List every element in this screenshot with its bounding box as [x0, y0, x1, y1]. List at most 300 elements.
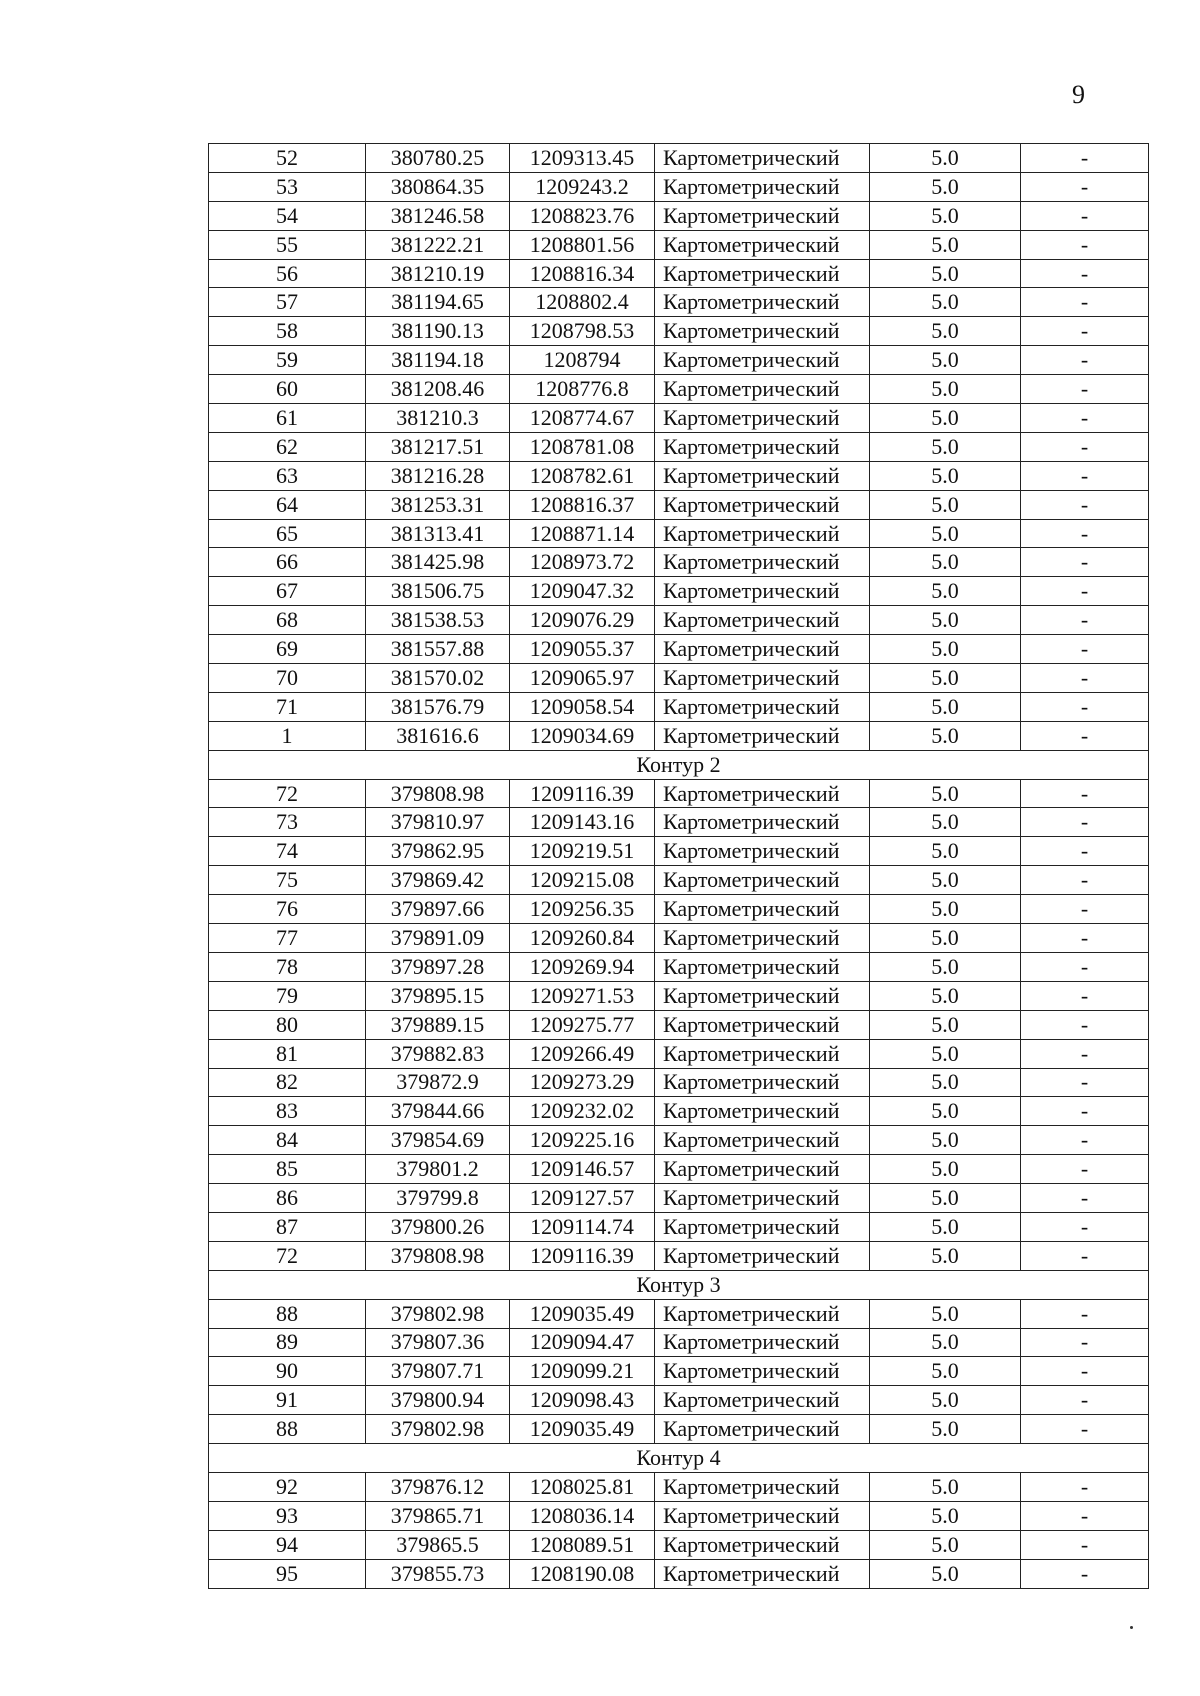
- table-row: [209, 1559, 1149, 1588]
- method-cell: Картометрический: [655, 577, 870, 606]
- accuracy-cell: 5.0: [870, 1530, 1021, 1559]
- method-cell: Картометрический: [655, 1472, 870, 1501]
- description-cell: -: [1021, 230, 1149, 259]
- description-cell: -: [1021, 201, 1149, 230]
- accuracy-cell: 5.0: [870, 1328, 1021, 1357]
- method-cell: Картометрический: [655, 895, 870, 924]
- x-coordinate-cell: 379802.98: [366, 1415, 510, 1444]
- y-coordinate-cell: 1208774.67: [510, 404, 655, 433]
- point-number-cell: 55: [209, 230, 366, 259]
- accuracy-cell: 5.0: [870, 1415, 1021, 1444]
- point-number-cell: 63: [209, 461, 366, 490]
- table-row: [209, 606, 1149, 635]
- x-coordinate-cell: 381210.19: [366, 259, 510, 288]
- table-row: [209, 317, 1149, 346]
- accuracy-cell: 5.0: [870, 1010, 1021, 1039]
- y-coordinate-cell: 1209271.53: [510, 981, 655, 1010]
- point-number-cell: 88: [209, 1299, 366, 1328]
- point-number-cell: 85: [209, 1155, 366, 1184]
- description-cell: -: [1021, 606, 1149, 635]
- x-coordinate-cell: 381557.88: [366, 635, 510, 664]
- table-row: [209, 172, 1149, 201]
- x-coordinate-cell: 379801.2: [366, 1155, 510, 1184]
- point-number-cell: 54: [209, 201, 366, 230]
- table-row: [209, 230, 1149, 259]
- table-row: [209, 375, 1149, 404]
- table-row: [209, 1126, 1149, 1155]
- y-coordinate-cell: 1209116.39: [510, 779, 655, 808]
- description-cell: -: [1021, 1155, 1149, 1184]
- point-number-cell: 80: [209, 1010, 366, 1039]
- description-cell: -: [1021, 519, 1149, 548]
- point-number-cell: 90: [209, 1357, 366, 1386]
- table-row: [209, 1039, 1149, 1068]
- accuracy-cell: 5.0: [870, 808, 1021, 837]
- method-cell: Картометрический: [655, 548, 870, 577]
- method-cell: Картометрический: [655, 692, 870, 721]
- accuracy-cell: 5.0: [870, 230, 1021, 259]
- table-row: [209, 1530, 1149, 1559]
- point-number-cell: 75: [209, 866, 366, 895]
- point-number-cell: 94: [209, 1530, 366, 1559]
- y-coordinate-cell: 1209243.2: [510, 172, 655, 201]
- description-cell: -: [1021, 432, 1149, 461]
- x-coordinate-cell: 381253.31: [366, 490, 510, 519]
- point-number-cell: 71: [209, 692, 366, 721]
- table-row: [209, 490, 1149, 519]
- x-coordinate-cell: 379807.71: [366, 1357, 510, 1386]
- method-cell: Картометрический: [655, 1357, 870, 1386]
- method-cell: Картометрический: [655, 1559, 870, 1588]
- x-coordinate-cell: 379808.98: [366, 779, 510, 808]
- y-coordinate-cell: 1209099.21: [510, 1357, 655, 1386]
- method-cell: Картометрический: [655, 866, 870, 895]
- x-coordinate-cell: 379807.36: [366, 1328, 510, 1357]
- point-number-cell: 58: [209, 317, 366, 346]
- point-number-cell: 68: [209, 606, 366, 635]
- description-cell: -: [1021, 1386, 1149, 1415]
- point-number-cell: 81: [209, 1039, 366, 1068]
- y-coordinate-cell: 1209035.49: [510, 1415, 655, 1444]
- accuracy-cell: 5.0: [870, 375, 1021, 404]
- method-cell: Картометрический: [655, 664, 870, 693]
- y-coordinate-cell: 1209260.84: [510, 924, 655, 953]
- table-row: [209, 144, 1149, 173]
- y-coordinate-cell: 1208798.53: [510, 317, 655, 346]
- y-coordinate-cell: 1209273.29: [510, 1068, 655, 1097]
- description-cell: -: [1021, 577, 1149, 606]
- point-number-cell: 59: [209, 346, 366, 375]
- point-number-cell: 79: [209, 981, 366, 1010]
- accuracy-cell: 5.0: [870, 490, 1021, 519]
- y-coordinate-cell: 1209116.39: [510, 1241, 655, 1270]
- method-cell: Картометрический: [655, 346, 870, 375]
- table-row: [209, 1386, 1149, 1415]
- x-coordinate-cell: 379869.42: [366, 866, 510, 895]
- description-cell: -: [1021, 1097, 1149, 1126]
- point-number-cell: 74: [209, 837, 366, 866]
- description-cell: -: [1021, 1559, 1149, 1588]
- x-coordinate-cell: 381538.53: [366, 606, 510, 635]
- method-cell: Картометрический: [655, 924, 870, 953]
- table-row: [209, 866, 1149, 895]
- contour-label: Контур 3: [209, 1270, 1149, 1299]
- accuracy-cell: 5.0: [870, 519, 1021, 548]
- point-number-cell: 78: [209, 952, 366, 981]
- table-row: [209, 664, 1149, 693]
- y-coordinate-cell: 1209269.94: [510, 952, 655, 981]
- y-coordinate-cell: 1209266.49: [510, 1039, 655, 1068]
- accuracy-cell: 5.0: [870, 577, 1021, 606]
- x-coordinate-cell: 381246.58: [366, 201, 510, 230]
- x-coordinate-cell: 381194.65: [366, 288, 510, 317]
- accuracy-cell: 5.0: [870, 461, 1021, 490]
- accuracy-cell: 5.0: [870, 952, 1021, 981]
- description-cell: -: [1021, 1184, 1149, 1213]
- y-coordinate-cell: 1209047.32: [510, 577, 655, 606]
- description-cell: -: [1021, 1501, 1149, 1530]
- accuracy-cell: 5.0: [870, 1212, 1021, 1241]
- table-row: [209, 1241, 1149, 1270]
- description-cell: -: [1021, 1068, 1149, 1097]
- y-coordinate-cell: 1208782.61: [510, 461, 655, 490]
- contour-label: Контур 2: [209, 750, 1149, 779]
- table-row: [209, 461, 1149, 490]
- accuracy-cell: 5.0: [870, 172, 1021, 201]
- y-coordinate-cell: 1209275.77: [510, 1010, 655, 1039]
- accuracy-cell: 5.0: [870, 1155, 1021, 1184]
- coordinates-table: [208, 143, 1149, 1589]
- table-row: [209, 1472, 1149, 1501]
- point-number-cell: 92: [209, 1472, 366, 1501]
- method-cell: Картометрический: [655, 288, 870, 317]
- y-coordinate-cell: 1209232.02: [510, 1097, 655, 1126]
- point-number-cell: 87: [209, 1212, 366, 1241]
- method-cell: Картометрический: [655, 1068, 870, 1097]
- point-number-cell: 72: [209, 1241, 366, 1270]
- table-row: [209, 346, 1149, 375]
- x-coordinate-cell: 381194.18: [366, 346, 510, 375]
- description-cell: -: [1021, 346, 1149, 375]
- method-cell: Картометрический: [655, 375, 870, 404]
- method-cell: Картометрический: [655, 1212, 870, 1241]
- y-coordinate-cell: 1208089.51: [510, 1530, 655, 1559]
- description-cell: -: [1021, 924, 1149, 953]
- method-cell: Картометрический: [655, 1126, 870, 1155]
- x-coordinate-cell: 379854.69: [366, 1126, 510, 1155]
- accuracy-cell: 5.0: [870, 924, 1021, 953]
- method-cell: Картометрический: [655, 172, 870, 201]
- y-coordinate-cell: 1208776.8: [510, 375, 655, 404]
- point-number-cell: 60: [209, 375, 366, 404]
- point-number-cell: 61: [209, 404, 366, 433]
- y-coordinate-cell: 1209256.35: [510, 895, 655, 924]
- table-row: [209, 1501, 1149, 1530]
- x-coordinate-cell: 379810.97: [366, 808, 510, 837]
- accuracy-cell: 5.0: [870, 606, 1021, 635]
- table-row: [209, 1357, 1149, 1386]
- table-row: [209, 721, 1149, 750]
- contour-header-row: [209, 1270, 1149, 1299]
- x-coordinate-cell: 379799.8: [366, 1184, 510, 1213]
- x-coordinate-cell: 381217.51: [366, 432, 510, 461]
- x-coordinate-cell: 381616.6: [366, 721, 510, 750]
- point-number-cell: 83: [209, 1097, 366, 1126]
- description-cell: -: [1021, 692, 1149, 721]
- y-coordinate-cell: 1209143.16: [510, 808, 655, 837]
- description-cell: -: [1021, 1472, 1149, 1501]
- description-cell: -: [1021, 288, 1149, 317]
- table-row: [209, 952, 1149, 981]
- y-coordinate-cell: 1208801.56: [510, 230, 655, 259]
- x-coordinate-cell: 381313.41: [366, 519, 510, 548]
- point-number-cell: 82: [209, 1068, 366, 1097]
- method-cell: Картометрический: [655, 317, 870, 346]
- description-cell: -: [1021, 375, 1149, 404]
- accuracy-cell: 5.0: [870, 1097, 1021, 1126]
- method-cell: Картометрический: [655, 1184, 870, 1213]
- y-coordinate-cell: 1208794: [510, 346, 655, 375]
- point-number-cell: 56: [209, 259, 366, 288]
- x-coordinate-cell: 379865.71: [366, 1501, 510, 1530]
- description-cell: -: [1021, 1299, 1149, 1328]
- x-coordinate-cell: 379844.66: [366, 1097, 510, 1126]
- x-coordinate-cell: 381222.21: [366, 230, 510, 259]
- point-number-cell: 64: [209, 490, 366, 519]
- table-row: [209, 404, 1149, 433]
- point-number-cell: 76: [209, 895, 366, 924]
- accuracy-cell: 5.0: [870, 317, 1021, 346]
- accuracy-cell: 5.0: [870, 432, 1021, 461]
- point-number-cell: 53: [209, 172, 366, 201]
- x-coordinate-cell: 381208.46: [366, 375, 510, 404]
- y-coordinate-cell: 1209094.47: [510, 1328, 655, 1357]
- y-coordinate-cell: 1209098.43: [510, 1386, 655, 1415]
- y-coordinate-cell: 1209114.74: [510, 1212, 655, 1241]
- method-cell: Картометрический: [655, 1530, 870, 1559]
- x-coordinate-cell: 381210.3: [366, 404, 510, 433]
- description-cell: -: [1021, 1328, 1149, 1357]
- point-number-cell: 91: [209, 1386, 366, 1415]
- table-row: [209, 288, 1149, 317]
- description-cell: -: [1021, 144, 1149, 173]
- description-cell: -: [1021, 866, 1149, 895]
- description-cell: -: [1021, 490, 1149, 519]
- method-cell: Картометрический: [655, 808, 870, 837]
- description-cell: -: [1021, 837, 1149, 866]
- method-cell: Картометрический: [655, 1415, 870, 1444]
- method-cell: Картометрический: [655, 461, 870, 490]
- description-cell: -: [1021, 1039, 1149, 1068]
- y-coordinate-cell: 1208871.14: [510, 519, 655, 548]
- method-cell: Картометрический: [655, 144, 870, 173]
- description-cell: -: [1021, 172, 1149, 201]
- page-number: 9: [1072, 80, 1085, 109]
- method-cell: Картометрический: [655, 1010, 870, 1039]
- method-cell: Картометрический: [655, 259, 870, 288]
- y-coordinate-cell: 1209035.49: [510, 1299, 655, 1328]
- table-row: [209, 1155, 1149, 1184]
- x-coordinate-cell: 379800.26: [366, 1212, 510, 1241]
- accuracy-cell: 5.0: [870, 779, 1021, 808]
- table-row: [209, 1097, 1149, 1126]
- method-cell: Картометрический: [655, 1328, 870, 1357]
- method-cell: Картометрический: [655, 721, 870, 750]
- accuracy-cell: 5.0: [870, 548, 1021, 577]
- method-cell: Картометрический: [655, 432, 870, 461]
- method-cell: Картометрический: [655, 404, 870, 433]
- description-cell: -: [1021, 1126, 1149, 1155]
- point-number-cell: 73: [209, 808, 366, 837]
- accuracy-cell: 5.0: [870, 144, 1021, 173]
- x-coordinate-cell: 379855.73: [366, 1559, 510, 1588]
- point-number-cell: 70: [209, 664, 366, 693]
- accuracy-cell: 5.0: [870, 1472, 1021, 1501]
- point-number-cell: 86: [209, 1184, 366, 1213]
- method-cell: Картометрический: [655, 1155, 870, 1184]
- accuracy-cell: 5.0: [870, 1559, 1021, 1588]
- point-number-cell: 57: [209, 288, 366, 317]
- accuracy-cell: 5.0: [870, 692, 1021, 721]
- point-number-cell: 95: [209, 1559, 366, 1588]
- description-cell: -: [1021, 808, 1149, 837]
- table-row: [209, 519, 1149, 548]
- accuracy-cell: 5.0: [870, 1501, 1021, 1530]
- description-cell: -: [1021, 1010, 1149, 1039]
- table-row: [209, 1184, 1149, 1213]
- y-coordinate-cell: 1208781.08: [510, 432, 655, 461]
- coordinates-table-wrapper: [208, 143, 1148, 1589]
- x-coordinate-cell: 379889.15: [366, 1010, 510, 1039]
- point-number-cell: 69: [209, 635, 366, 664]
- contour-header-row: [209, 750, 1149, 779]
- table-row: [209, 837, 1149, 866]
- method-cell: Картометрический: [655, 1386, 870, 1415]
- accuracy-cell: 5.0: [870, 259, 1021, 288]
- y-coordinate-cell: 1209219.51: [510, 837, 655, 866]
- table-row: [209, 692, 1149, 721]
- method-cell: Картометрический: [655, 201, 870, 230]
- y-coordinate-cell: 1209034.69: [510, 721, 655, 750]
- y-coordinate-cell: 1208025.81: [510, 1472, 655, 1501]
- description-cell: -: [1021, 981, 1149, 1010]
- y-coordinate-cell: 1208802.4: [510, 288, 655, 317]
- method-cell: Картометрический: [655, 981, 870, 1010]
- y-coordinate-cell: 1209127.57: [510, 1184, 655, 1213]
- point-number-cell: 77: [209, 924, 366, 953]
- method-cell: Картометрический: [655, 1039, 870, 1068]
- accuracy-cell: 5.0: [870, 664, 1021, 693]
- y-coordinate-cell: 1209215.08: [510, 866, 655, 895]
- accuracy-cell: 5.0: [870, 201, 1021, 230]
- accuracy-cell: 5.0: [870, 981, 1021, 1010]
- y-coordinate-cell: 1208190.08: [510, 1559, 655, 1588]
- table-row: [209, 1212, 1149, 1241]
- method-cell: Картометрический: [655, 606, 870, 635]
- point-number-cell: 62: [209, 432, 366, 461]
- table-row: [209, 1299, 1149, 1328]
- description-cell: -: [1021, 635, 1149, 664]
- point-number-cell: 84: [209, 1126, 366, 1155]
- description-cell: -: [1021, 1415, 1149, 1444]
- point-number-cell: 52: [209, 144, 366, 173]
- accuracy-cell: 5.0: [870, 1357, 1021, 1386]
- method-cell: Картометрический: [655, 635, 870, 664]
- accuracy-cell: 5.0: [870, 288, 1021, 317]
- point-number-cell: 72: [209, 779, 366, 808]
- table-row: [209, 201, 1149, 230]
- table-row: [209, 635, 1149, 664]
- table-row: [209, 924, 1149, 953]
- accuracy-cell: 5.0: [870, 866, 1021, 895]
- table-row: [209, 1328, 1149, 1357]
- y-coordinate-cell: 1208816.34: [510, 259, 655, 288]
- y-coordinate-cell: 1209313.45: [510, 144, 655, 173]
- accuracy-cell: 5.0: [870, 1386, 1021, 1415]
- x-coordinate-cell: 379872.9: [366, 1068, 510, 1097]
- method-cell: Картометрический: [655, 1299, 870, 1328]
- x-coordinate-cell: 381216.28: [366, 461, 510, 490]
- contour-header-row: [209, 1444, 1149, 1473]
- x-coordinate-cell: 379802.98: [366, 1299, 510, 1328]
- x-coordinate-cell: 379800.94: [366, 1386, 510, 1415]
- x-coordinate-cell: 379862.95: [366, 837, 510, 866]
- x-coordinate-cell: 381190.13: [366, 317, 510, 346]
- accuracy-cell: 5.0: [870, 1299, 1021, 1328]
- table-row: [209, 779, 1149, 808]
- accuracy-cell: 5.0: [870, 1241, 1021, 1270]
- method-cell: Картометрический: [655, 779, 870, 808]
- accuracy-cell: 5.0: [870, 635, 1021, 664]
- description-cell: -: [1021, 779, 1149, 808]
- description-cell: -: [1021, 1212, 1149, 1241]
- table-row: [209, 895, 1149, 924]
- x-coordinate-cell: 379808.98: [366, 1241, 510, 1270]
- description-cell: -: [1021, 1241, 1149, 1270]
- accuracy-cell: 5.0: [870, 346, 1021, 375]
- x-coordinate-cell: 380864.35: [366, 172, 510, 201]
- description-cell: -: [1021, 1357, 1149, 1386]
- x-coordinate-cell: 379882.83: [366, 1039, 510, 1068]
- description-cell: -: [1021, 895, 1149, 924]
- y-coordinate-cell: 1209058.54: [510, 692, 655, 721]
- y-coordinate-cell: 1208823.76: [510, 201, 655, 230]
- accuracy-cell: 5.0: [870, 1184, 1021, 1213]
- description-cell: -: [1021, 664, 1149, 693]
- x-coordinate-cell: 379895.15: [366, 981, 510, 1010]
- method-cell: Картометрический: [655, 230, 870, 259]
- method-cell: Картометрический: [655, 1097, 870, 1126]
- x-coordinate-cell: 379876.12: [366, 1472, 510, 1501]
- scan-speck: [1130, 1626, 1133, 1629]
- x-coordinate-cell: 380780.25: [366, 144, 510, 173]
- accuracy-cell: 5.0: [870, 1068, 1021, 1097]
- y-coordinate-cell: 1208036.14: [510, 1501, 655, 1530]
- x-coordinate-cell: 381425.98: [366, 548, 510, 577]
- description-cell: -: [1021, 404, 1149, 433]
- table-row: [209, 1010, 1149, 1039]
- accuracy-cell: 5.0: [870, 837, 1021, 866]
- accuracy-cell: 5.0: [870, 895, 1021, 924]
- method-cell: Картометрический: [655, 519, 870, 548]
- x-coordinate-cell: 379897.66: [366, 895, 510, 924]
- point-number-cell: 88: [209, 1415, 366, 1444]
- point-number-cell: 65: [209, 519, 366, 548]
- table-row: [209, 548, 1149, 577]
- x-coordinate-cell: 379891.09: [366, 924, 510, 953]
- method-cell: Картометрический: [655, 837, 870, 866]
- description-cell: -: [1021, 259, 1149, 288]
